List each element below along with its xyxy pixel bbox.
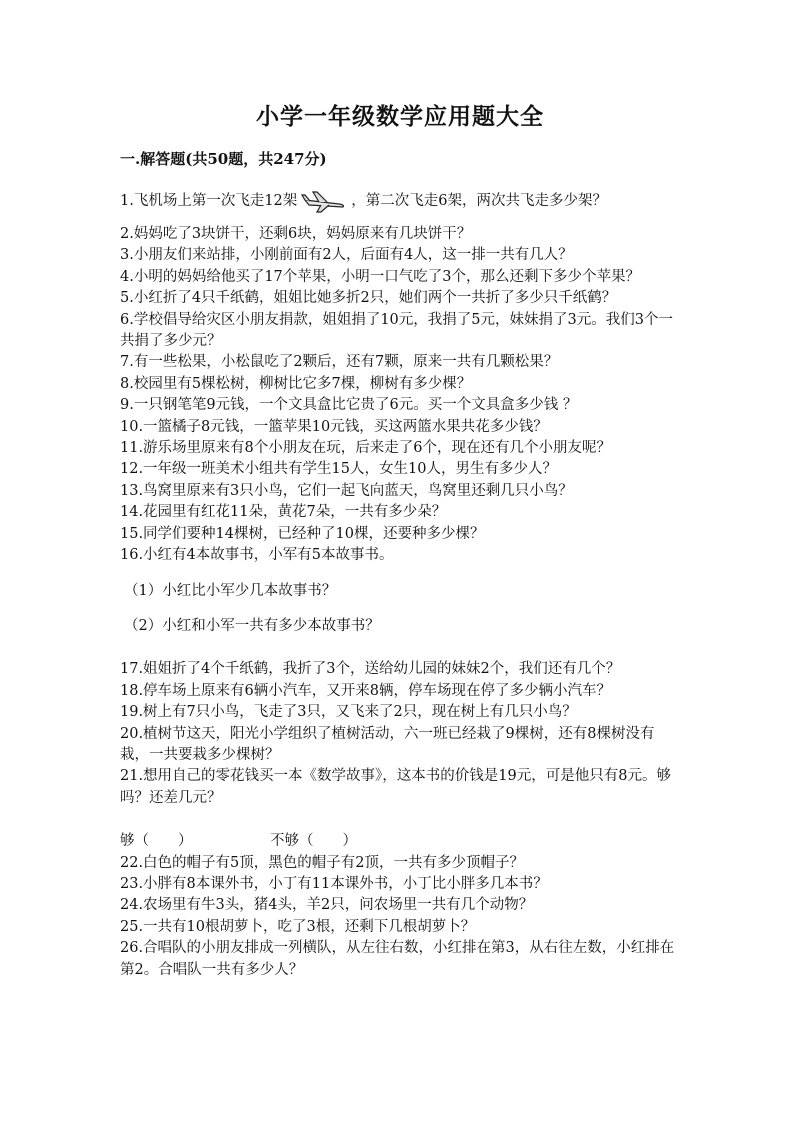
question-item: 13.鸟窝里原来有3只小鸟，它们一起飞向蓝天，鸟窝里还剩几只小鸟？: [120, 482, 573, 499]
question-item: 16.小红有4本故事书，小军有5本故事书。: [120, 547, 394, 564]
question-list: [120, 188, 680, 981]
question-item: 22.白色的帽子有5顶，黑色的帽子有2顶，一共有多少顶帽子？: [120, 854, 525, 871]
question-item: 11.游乐场里原来有8个小朋友在玩，后来走了6个，现在还有几个小朋友呢？: [120, 440, 612, 457]
section-heading: 一.解答题(共50题，共247分): [120, 150, 327, 168]
question-16-sub-2: （2）小红和小军一共有多少本故事书？: [124, 617, 380, 634]
question-16-sub-1: （1）小红比小军少几本故事书？: [124, 582, 337, 599]
question-1-text-end: ，第二次飞走6架，两次共飞走多少架？: [351, 193, 608, 209]
question-item: 19.树上有7只小鸟，飞走了3只，又飞来了2只，现在树上有几只小鸟？: [120, 704, 577, 721]
question-item: 24.农场里有牛3头，猪4头，羊2只，问农场里一共有几个动物？: [120, 897, 534, 914]
question-item: 6.学校倡导给灾区小朋友捐款，姐姐捐了10元，我捐了5元，妹妹捐了3元。我们3个一共捐了多少元？: [120, 311, 673, 350]
question-item: 2.妈妈吃了3块饼干，还剩6块，妈妈原来有几块饼干？: [120, 226, 472, 242]
question-item: 5.小红折了4只千纸鹤，姐姐比她多折2只，她们两个一共折了多少只千纸鹤？: [120, 290, 617, 307]
question-item: 8.校园里有5棵松树，柳树比它多7棵，柳树有多少棵？: [120, 375, 472, 392]
airplane-icon: [299, 188, 349, 214]
choice-enough: 够（ ）: [120, 833, 193, 850]
question-item: 21.想用自己的零花钱买一本《数学故事》，这本书的价钱是19元，可是他只有8元。够吗？还差几元？: [120, 768, 671, 806]
question-item: 23.小胖有8本课外书，小丁有11本课外书，小丁比小胖多几本书？: [120, 875, 548, 892]
question-1-text-start: 1.飞机场上第一次飞走12架: [120, 193, 298, 209]
question-item: 7.有一些松果，小松鼠吃了2颗后，还有7颗，原来一共有几颗松果？: [120, 354, 559, 371]
question-item: 20.植树节这天，阳光小学组织了植树活动，六一班已经栽了9棵树，还有8棵树没有栽，一共要栽多少棵树？: [120, 725, 655, 763]
question-item: 18.停车场上原来有6辆小汽车，又开来8辆，停车场现在停了多少辆小汽车？: [120, 682, 612, 699]
choice-not-enough: 不够（ ）: [270, 833, 357, 850]
question-item: 4.小明的妈妈给他买了17个苹果，小明一口气吃了3个，那么还剩下多少个苹果？: [120, 268, 641, 285]
question-1: [120, 188, 680, 214]
question-item: 26.合唱队的小朋友排成一列横队，从左往右数，小红排在第3，从右往左数，小红排在第2。合唱队一共有多少人？: [120, 940, 675, 978]
question-item: 3.小朋友们来站排，小刚前面有2人，后面有4人，这一排一共有几人？: [120, 247, 573, 264]
question-item: 14.花园里有红花11朵，黄花7朵，一共有多少朵？: [120, 504, 447, 521]
answer-choices: [120, 831, 680, 852]
question-item: 17.姐姐折了4个千纸鹤，我折了3个，送给幼儿园的妹妹2个，我们还有几个？: [120, 661, 621, 678]
question-item: 25.一共有10根胡萝卜，吃了3根，还剩下几根胡萝卜？: [120, 918, 476, 935]
page-title: 小学一年级数学应用题大全: [256, 103, 544, 130]
question-item: 9.一只钢笔笔9元钱，一个文具盒比它贵了6元。买一个文具盒多少钱 ？: [120, 397, 578, 414]
question-item: 15.同学们要种14棵树，已经种了10棵，还要种多少棵？: [120, 525, 485, 542]
question-item: 10.一篮橘子8元钱，一篮苹果10元钱，买这两篮水果共花多少钱？: [120, 418, 548, 435]
question-item: 12.一年级一班美术小组共有学生15人，女生10人，男生有多少人？: [120, 461, 557, 478]
